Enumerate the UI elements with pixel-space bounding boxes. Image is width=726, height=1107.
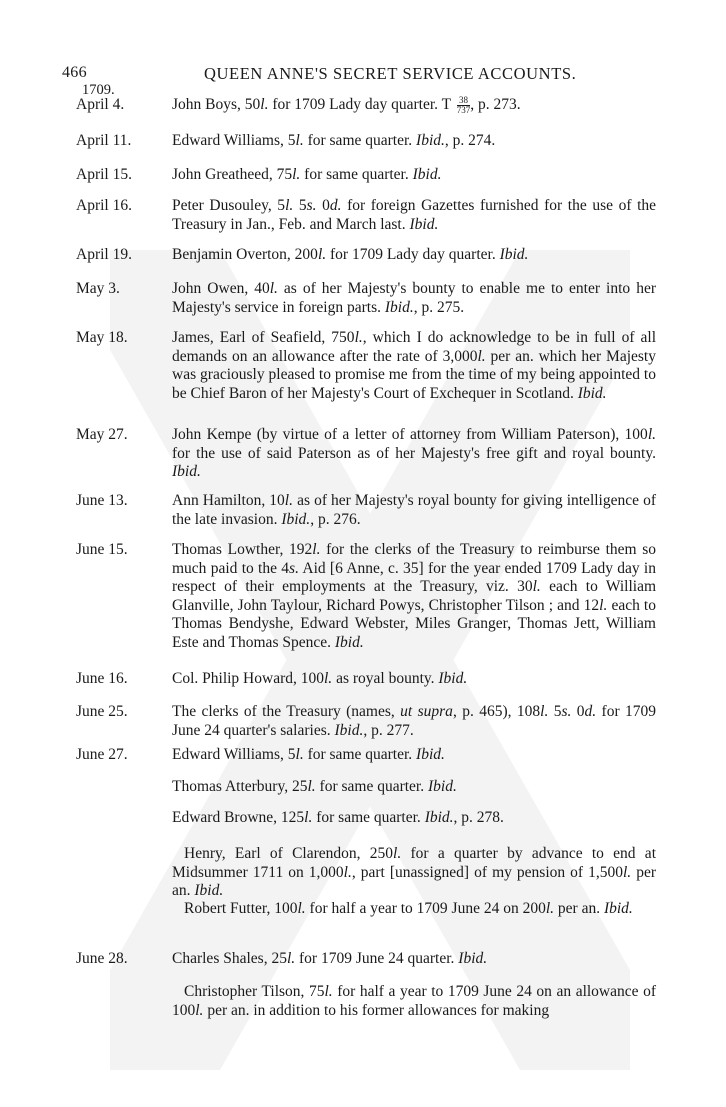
- entry-date: June 27.: [76, 746, 128, 763]
- entry-text: John Greatheed, 75l. for same quarter. Ibid.: [172, 166, 442, 183]
- year-heading: 1709.: [82, 82, 115, 98]
- entry-date: June 16.: [76, 670, 128, 687]
- running-head: QUEEN ANNE'S SECRET SERVICE ACCOUNTS.: [204, 64, 577, 83]
- entry-text: Col. Philip Howard, 100l. as royal bounty. Ibid.: [172, 670, 468, 687]
- entry-text: John Owen, 40l. as of her Majesty's bounty to enable me to enter into her Majesty's service in foreign parts. Ibid., p. 275.: [172, 280, 656, 316]
- entry-date: April 4.: [76, 96, 125, 113]
- entry-text: Edward Williams, 5l. for same quarter. Ibid.: [172, 746, 445, 763]
- entry-text: Thomas Atterbury, 25l. for same quarter. Ibid.: [172, 778, 457, 795]
- entry-text: Edward Browne, 125l. for same quarter. Ibid., p. 278.: [172, 809, 504, 826]
- page-header: [62, 64, 652, 84]
- entry-date: April 19.: [76, 246, 132, 263]
- entry-text: Christopher Tilson, 75l. for half a year to 1709 June 24 on an allowance of 100l. per an. in addition to his former allowances for making: [172, 983, 656, 1019]
- entry-text: Robert Futter, 100l. for half a year to 1709 June 24 on 200l. per an. Ibid.: [184, 900, 633, 917]
- entry-date: June 28.: [76, 950, 128, 967]
- entry-date: April 11.: [76, 132, 132, 149]
- entry-text: Edward Williams, 5l. for same quarter. Ibid., p. 274.: [172, 132, 496, 149]
- entry-text: Peter Dusouley, 5l. 5s. 0d. for foreign Gazettes furnished for the use of the Treasury in Jan., Feb. and March last. Ibid.: [172, 197, 657, 233]
- page-number: 466: [62, 64, 87, 81]
- entry-text: Charles Shales, 25l. for 1709 June 24 quarter. Ibid.: [172, 950, 488, 967]
- entry-text: Benjamin Overton, 200l. for 1709 Lady day quarter. Ibid.: [172, 246, 529, 263]
- entry-text: Ann Hamilton, 10l. as of her Majesty's royal bounty for giving intelligence of the late invasion. Ibid., p. 276.: [172, 492, 656, 528]
- entry-text: John Kempe (by virtue of a letter of attorney from William Paterson), 100l. for the use of said Paterson as of her Majesty's free gift and royal bounty. Ibid.: [172, 426, 656, 481]
- entry-date: May 27.: [76, 426, 128, 443]
- entry-date: June 25.: [76, 703, 128, 720]
- entry-date: May 3.: [76, 280, 120, 297]
- entry-text: James, Earl of Seafield, 750l., which I do acknowledge to be in full of all demands on an allowance after the rate of 3,000l. per an. which her Majesty was graciously pleased to promise me from the time of my being appointed to be Chief Baron of her Majesty's Court of Exchequer in Scotland. Ibid.: [172, 329, 657, 402]
- entry-date: April 15.: [76, 166, 132, 183]
- entry-text: Henry, Earl of Clarendon, 250l. for a quarter by advance to end at Midsummer 1711 on 1,000l., part [unassigned] of my pension of 1,500l. per an. Ibid.: [172, 845, 656, 900]
- entry-date: May 18.: [76, 329, 128, 346]
- reference-fraction: $\frac{38}{737}$: [456, 95, 471, 115]
- entry-date: June 15.: [76, 541, 128, 558]
- entry-date: June 13.: [76, 492, 128, 509]
- entry-text: John Boys, 50l. for 1709 Lady day quarter. T $\frac{38}{737}$ , p. 273.: [172, 95, 521, 115]
- entry-date: April 16.: [76, 197, 132, 214]
- entry-text: The clerks of the Treasury (names, ut supra, p. 465), 108l. 5s. 0d. for 1709 June 24 quarter's salaries. Ibid., p. 277.: [172, 703, 657, 739]
- entry-text: Thomas Lowther, 192l. for the clerks of the Treasury to reimburse them so much paid to the 4s. Aid [6 Anne, c. 35] for the year ended 1709 Lady day in respect of their employments at the Treasury, viz. 30l. each to William Glanville, John Taylour, Richard Powys, Christopher Tilson ; and 12l. each to Thomas Bendyshe, Edward Webster, Miles Granger, Thomas Jett, William Este and Thomas Spence. Ibid.: [172, 541, 657, 651]
